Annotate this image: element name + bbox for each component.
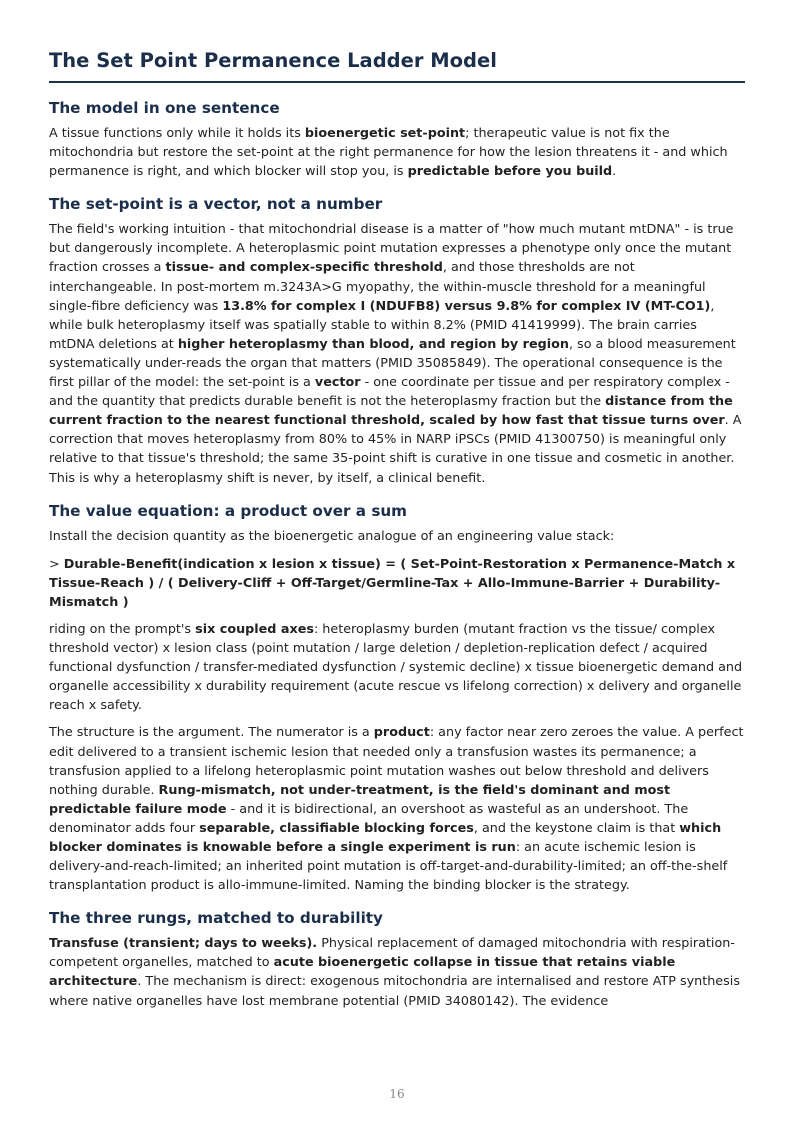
- paragraph: The field's working intuition - that mitochondrial disease is a matter of "how much mutant mtDNA" - is true but dangerously incomplete. A heteroplasmic point mutation expresses a phenotype only once the mutant fraction crosses a tissue- and complex-specific threshold, and those thresholds are not interchangeable. In post-mortem m.3243A>G myopathy, the within-muscle threshold for a meaningful single-fibre deficiency was 13.8% for complex I (NDUFB8) versus 9.8% for complex IV (MT-CO1), while bulk heteroplasmy itself was spatially stable to within 8.2% (PMID 41419999). The brain carries mtDNA deletions at higher heteroplasmy than blood, and region by region, so a blood measurement systematically under-reads the organ that matters (PMID 35085849). The operational consequence is the first pillar of the model: the set-point is a vector - one coordinate per tissue and per respiratory complex - and the quantity that predicts durable benefit is not the heteroplasmy fraction but the distance from the current fraction to the nearest functional threshold, scaled by how fast that tissue turns over. A correction that moves heteroplasmy from 80% to 45% in NARP iPSCs (PMID 41300750) is meaningful only relative to that tissue's threshold; the same 35-point shift is curative in one tissue and cosmetic in another. This is why a heteroplasmy shift is never, by itself, a clinical benefit.: [49, 222, 742, 486]
- section-heading: The value equation: a product over a sum: [49, 501, 408, 520]
- paragraph: The structure is the argument. The numerator is a product: any factor near zero zeroes the value. A perfect edit delivered to a transient ischemic lesion that needed only a transfusion wastes its permanence; a transfusion applied to a lifelong heteroplasmic point mutation washes out below threshold and delivers nothing durable. Rung-mismatch, not under-treatment, is the field's dominant and most predictable failure mode - and it is bidirectional, an overshoot as wasteful as an undershoot. The denominator adds four separable, classifiable blocking forces, and the keystone claim is that which blocker dominates is knowable before a single experiment is run: an acute ischemic lesion is delivery-and-reach-limited; an inherited point mutation is off-target-and-durability-limited; an off-the-shelf transplantation product is allo-immune-limited. Naming the binding blocker is the strategy.: [49, 725, 744, 894]
- document-page: [49, 48, 745, 1011]
- equation-quote: > Durable-Benefit(indication x lesion x tissue) = ( Set-Point-Restoration x Permanence-Match x Tissue-Reach ) / ( Delivery-Cliff + Off-Target/Germline-Tax + Allo-Immune-Barrier + Durability-Mismatch ): [49, 556, 736, 610]
- section-heading: The model in one sentence: [49, 99, 280, 117]
- paragraph: Install the decision quantity as the bioenergetic analogue of an engineering value stack:: [49, 528, 615, 544]
- paragraph: Transfuse (transient; days to weeks). Physical replacement of damaged mitochondria with respiration-competent organelles, matched to acute bioenergetic collapse in tissue that retains viable architecture. The mechanism is direct: exogenous mitochondria are internalised and restore ATP synthesis where native organelles have lost membrane potential (PMID 34080142). The evidence: [49, 936, 740, 1009]
- page-number: 16: [389, 1087, 405, 1101]
- page-title: The Set Point Permanence Ladder Model: [49, 48, 745, 83]
- section-heading: The set-point is a vector, not a number: [49, 195, 383, 214]
- section-heading: The three rungs, matched to durability: [49, 909, 383, 928]
- paragraph: A tissue functions only while it holds its bioenergetic set-point; therapeutic value is not fix the mitochondria but restore the set-point at the right permanence for how the lesion threatens it - and which permanence is right, and which blocker will stop you, is predictable before you build.: [49, 126, 728, 180]
- paragraph: riding on the prompt's six coupled axes: heteroplasmy burden (mutant fraction vs the tissue/ complex threshold vector) x lesion class (point mutation / large deletion / depletion-replication defect / acquired functional dysfunction / transfer-mediated dysfunction / systemic decline) x tissue bioenergetic demand and organelle accessibility x durability requirement (acute rescue vs lifelong correction) x delivery and organelle reach x safety.: [49, 621, 743, 714]
